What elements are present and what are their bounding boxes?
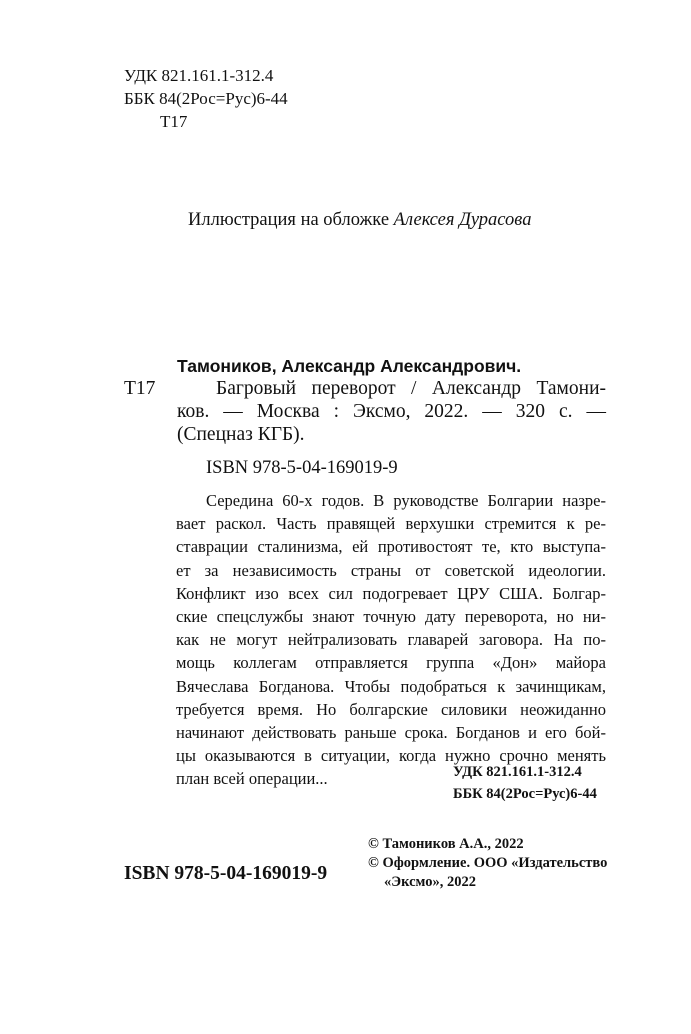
- illustration-artist: Алексея Дурасова: [393, 210, 532, 230]
- annotation-line: Конфликт изо всех сил подогревает ЦРУ США. Болгар-: [176, 583, 606, 603]
- annotation-line: ет за независимость страны от советской идеологии.: [176, 560, 606, 580]
- annotation-line: вает раскол. Часть правящей верхушки стремится к ре-: [176, 514, 606, 534]
- annotation-line: как не могут нейтрализовать главарей заговора. На по-: [176, 630, 606, 650]
- illustration-prefix: Иллюстрация на обложке: [188, 210, 390, 230]
- annotation: [176, 489, 606, 790]
- annotation-line: Вячеслава Богданова. Чтобы подобраться к зачинщикам,: [176, 676, 606, 696]
- author-mark-catalog: Т17: [124, 378, 156, 399]
- bbk-code-top: ББК 84(2Рос=Рус)6-44: [124, 89, 288, 108]
- annotation-line: ставрации сталинизма, ей противостоят те, кто выступа-: [176, 537, 606, 557]
- annotation-line: мощь коллегам отправляется группа «Дон» майора: [176, 653, 606, 673]
- copyright-author: © Тамоников А.А., 2022: [368, 836, 524, 852]
- copyright-design-line-2: «Эксмо», 2022: [384, 874, 476, 890]
- annotation-line: требуется время. Но болгарские силовики неожиданно: [176, 699, 606, 719]
- annotation-line: план всей операции...: [176, 769, 328, 789]
- description-line-1: Багровый переворот / Александр Тамони-: [216, 378, 606, 399]
- annotation-line: цы оказываются в ситуации, когда нужно срочно менять: [176, 746, 606, 766]
- copyright-block: [368, 835, 607, 892]
- annotation-line: ские спецслужбы знают точную дату переворота, но ни-: [176, 606, 606, 626]
- udc-code-bottom: УДК 821.161.1-312.4: [453, 764, 582, 780]
- isbn-catalog: ISBN 978-5-04-169019-9: [206, 458, 398, 478]
- author-mark-top: Т17: [160, 112, 188, 131]
- annotation-line: начинают действовать раньше срока. Богданов и его бой-: [176, 722, 606, 742]
- author-heading: Тамоников, Александр Александрович.: [177, 356, 522, 376]
- annotation-line: Середина 60-х годов. В руководстве Болгарии назре-: [206, 491, 606, 510]
- description-line-2: ков. — Москва : Эксмо, 2022. — 320 с. —: [177, 401, 606, 422]
- description-line-3: (Спецназ КГБ).: [177, 424, 305, 445]
- illustration-credit: [188, 210, 531, 231]
- bbk-code-bottom: ББК 84(2Рос=Рус)6-44: [453, 786, 597, 802]
- copyright-design-line-1: © Оформление. ООО «Издательство: [368, 855, 608, 871]
- udc-code-top: УДК 821.161.1-312.4: [124, 66, 274, 85]
- isbn-bottom: ISBN 978-5-04-169019-9: [124, 863, 328, 884]
